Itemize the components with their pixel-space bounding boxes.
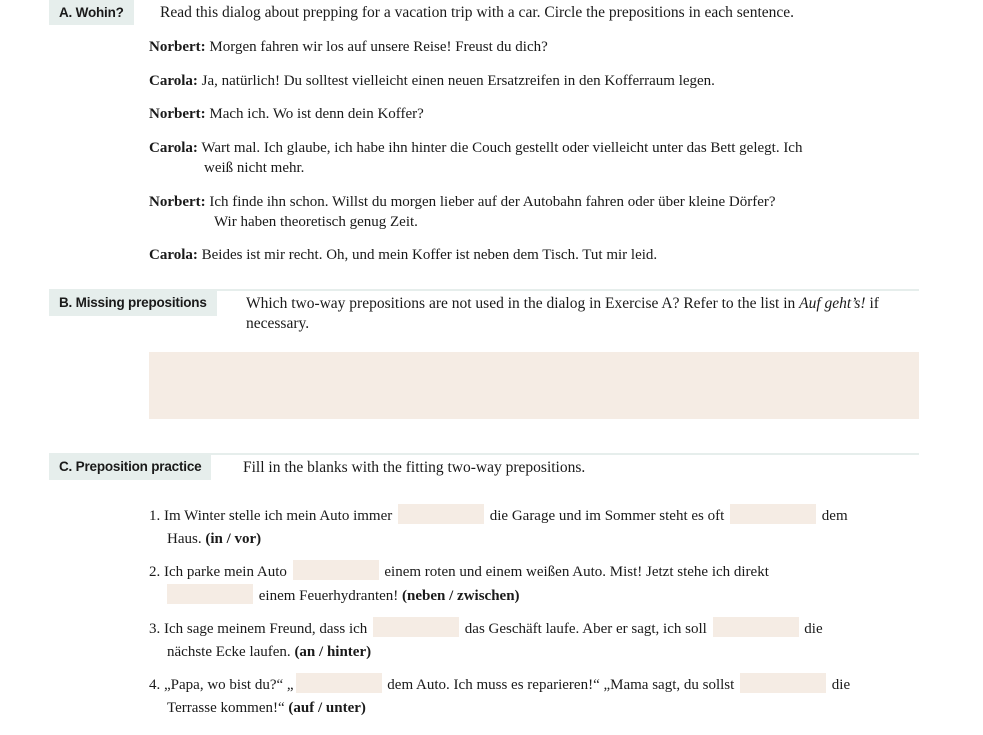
item-text: das Geschäft laufe. Aber er sagt, ich soll <box>464 621 707 637</box>
dialog-line <box>149 138 909 178</box>
item-text: die <box>804 621 823 637</box>
exercise-item <box>149 673 929 720</box>
instruction-text: if necessary. <box>246 295 879 332</box>
item-text: 4. „Papa, wo bist du?“ „ <box>149 677 294 693</box>
speaker: Carola: <box>149 73 198 89</box>
item-text: dem Auto. Ich muss es reparieren!“ „Mama sagt, du sollst <box>387 677 735 693</box>
blank-field[interactable] <box>713 617 799 637</box>
dialog-line <box>149 192 909 232</box>
item-text: 1. Im Winter stelle ich mein Auto immer <box>149 508 393 524</box>
exercise-item <box>149 504 929 551</box>
dialog-text: Morgen fahren wir los auf unsere Reise! Freust du dich? <box>209 39 548 55</box>
item-text: Terrasse kommen!“ <box>167 700 285 716</box>
item-continuation <box>149 584 929 608</box>
speaker: Carola: <box>149 140 198 156</box>
item-text: die <box>831 677 851 693</box>
item-text: 3. Ich sage meinem Freund, dass ich <box>149 621 368 637</box>
blank-field[interactable] <box>398 504 484 524</box>
blank-field[interactable] <box>373 617 459 637</box>
dialog-line <box>149 71 909 91</box>
dialog-line <box>149 104 909 124</box>
item-text: nächste Ecke laufen. <box>167 644 291 660</box>
instruction-text: Which two-way prepositions are not used in the dialog in Exercise A? Refer to the list in <box>246 295 800 312</box>
item-text: Haus. <box>167 531 202 547</box>
speaker: Norbert: <box>149 194 206 210</box>
exercise-item <box>149 560 929 608</box>
item-text: einem Feuerhydranten! <box>258 588 399 604</box>
section-c-instruction: Fill in the blanks with the fitting two-way prepositions. <box>243 459 586 476</box>
book-title: Auf geht’s! <box>799 295 866 312</box>
hint: (an / hinter) <box>294 644 372 660</box>
exercise-item <box>149 617 929 664</box>
dialog-text: Wart mal. Ich glaube, ich habe ihn hinter die Couch gestellt oder vielleicht unter das Bett gelegt. Ich <box>201 140 803 156</box>
item-text: einem roten und einem weißen Auto. Mist! Jetzt stehe ich direkt <box>384 564 769 580</box>
blank-field[interactable] <box>293 560 379 580</box>
dialog-text: Ja, natürlich! Du solltest vielleicht einen neuen Ersatzreifen in den Kofferraum legen. <box>201 73 715 89</box>
blank-field[interactable] <box>730 504 816 524</box>
item-text: die Garage und im Sommer steht es oft <box>489 508 725 524</box>
speaker: Carola: <box>149 247 198 263</box>
speaker: Norbert: <box>149 106 206 122</box>
dialog-text: Ich finde ihn schon. Willst du morgen lieber auf der Autobahn fahren oder über kleine Dörfer? <box>209 194 776 210</box>
section-b-instruction <box>246 294 896 334</box>
dialog-continuation: Wir haben theoretisch genug Zeit. <box>214 214 418 230</box>
item-text: dem <box>821 508 848 524</box>
section-c-label: C. Preposition practice <box>49 454 211 480</box>
blank-field[interactable] <box>740 673 826 693</box>
speaker: Norbert: <box>149 39 206 55</box>
section-a-instruction: Read this dialog about prepping for a vacation trip with a car. Circle the prepositions in each sentence. <box>160 4 795 21</box>
hint: (neben / zwischen) <box>402 588 520 604</box>
dialog-line <box>149 245 909 265</box>
dialog-line <box>149 37 909 57</box>
dialog-text: Mach ich. Wo ist denn dein Koffer? <box>209 106 424 122</box>
hint: (in / vor) <box>205 531 262 547</box>
dialog-text: Beides ist mir recht. Oh, und mein Koffer ist neben dem Tisch. Tut mir leid. <box>201 247 658 263</box>
item-continuation <box>149 528 929 551</box>
item-continuation <box>149 641 929 664</box>
dialog-continuation: weiß nicht mehr. <box>204 160 305 176</box>
answer-box[interactable] <box>149 352 919 419</box>
section-b-label: B. Missing prepositions <box>49 290 217 316</box>
hint: (auf / unter) <box>288 700 366 716</box>
item-continuation <box>149 697 929 720</box>
item-text: 2. Ich parke mein Auto <box>149 564 287 580</box>
blank-field[interactable] <box>296 673 382 693</box>
blank-field[interactable] <box>167 584 253 604</box>
section-a-label: A. Wohin? <box>49 0 134 25</box>
